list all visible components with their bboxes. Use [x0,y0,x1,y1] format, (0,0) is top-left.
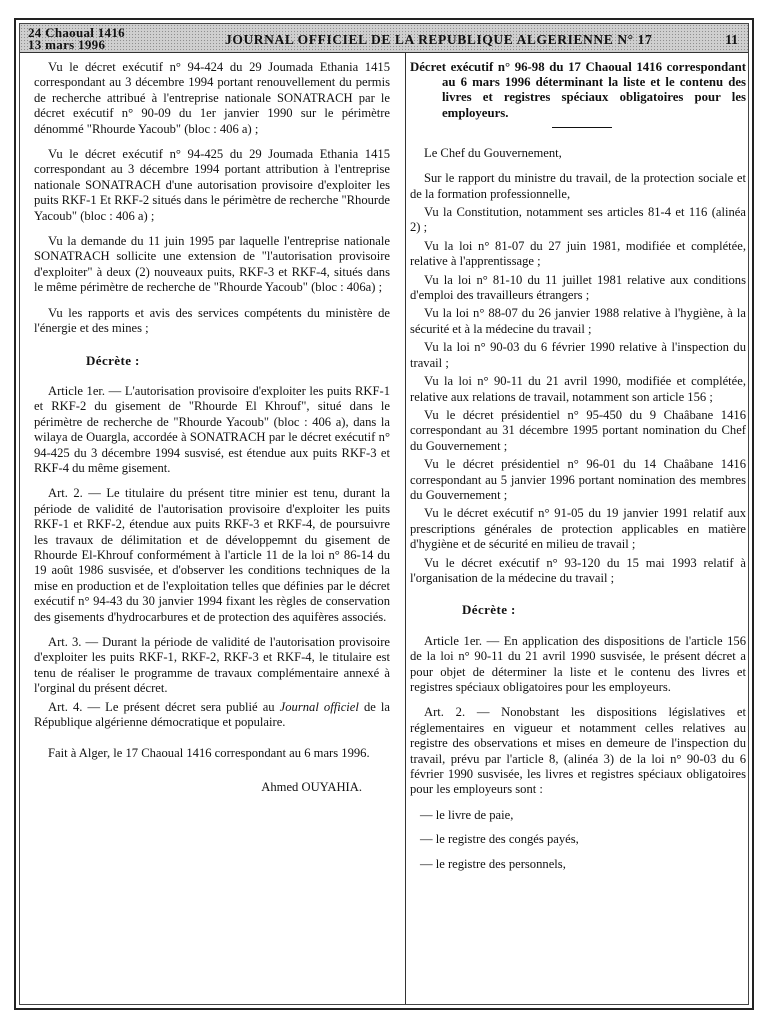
right-chef: Le Chef du Gouvernement, [424,145,562,160]
right-vu-6: Vu la loi n° 90-03 du 6 février 1990 relative à l'inspection du travail ; [410,340,746,370]
left-article-4 [34,700,390,731]
header-title: JOURNAL OFFICIEL DE LA REPUBLIQUE ALGERIENNE N° 17 [225,32,653,47]
left-vu-2: Vu le décret exécutif n° 94-425 du 29 Joumada Ethania 1415 correspondant au 3 décembre 1994 portant attribution à l'entreprise nationale SONATRACH d'une autorisation provisoire d'exploiter les puits RKF-1 Et RKF-2 situés dans le périmètre de recherche "Rhourde Yacoub" (bloc : 406 a) ; [34,147,390,223]
right-vu-2: Vu la Constitution, notamment ses articles 81-4 et 116 (alinéa 2) ; [410,205,746,235]
left-vu-4: Vu les rapports et avis des services compétents du ministère de l'énergie et des mines ; [34,305,390,336]
left-vu-3: Vu la demande du 11 juin 1995 par laquelle l'entreprise nationale SONATRACH sollicite une extension de "l'autorisation provisoire d'exploiter" à deux (2) nouveaux puits, RKF-3 et RKF-4, situés dans le même périmètre de recherche de "Rhourde Yacoub" (bloc : 406a) ; [34,234,390,295]
journal-officiel-title: Journal officiel [279,699,359,714]
right-decrete-heading: Décrète : [462,602,516,618]
page-inner-frame [19,23,749,1005]
right-vu-1: Sur le rapport du ministre du travail, de la protection sociale et de la formation professionnelle, [410,171,746,201]
right-vu-10: Vu le décret exécutif n° 91-05 du 19 janvier 1991 relatif aux prescriptions générales de protection applicables en matière d'hygiène et de sécurité en milieu de travail ; [410,506,746,552]
right-article-2: Art. 2. — Nonobstant les dispositions législatives et réglementaires en vigueur et notamment celles relatives au registre des observations et mises en demeure de l'inspection du travail, prévu par l'article 8, (alinéa 3) de la loi n° 90-03 du 6 février 1990 susvisée, les livres et registres spéciaux obligatoires pour les employeurs sont : [410,705,746,797]
list-item: — le registre des congés payés, [420,832,579,847]
right-article-1: Article 1er. — En application des dispositions de l'article 156 de la loi n° 90-11 du 21 avril 1990 susvisée, le présent décret a pour objet de déterminer la liste et le contenu des livres et registres spéciaux obligatoires pour les employeurs. [410,633,746,694]
page-frame [14,18,754,1010]
list-item: — le registre des personnels, [420,856,566,871]
right-vu-3: Vu la loi n° 81-07 du 27 juin 1981, modifiée et complétée, relative à l'apprentissage ; [410,238,746,269]
page-number: 11 [725,32,738,47]
column-divider [405,52,406,1004]
right-vu-8: Vu le décret présidentiel n° 95-450 du 9 Chaâbane 1416 correspondant au 31 décembre 1995 portant nomination du Chef du Gouvernement ; [410,407,746,453]
header-date-gregorian: 13 mars 1996 [28,37,106,52]
right-vu-4: Vu la loi n° 81-10 du 11 juillet 1981 relative aux conditions d'emploi des travailleurs étrangers ; [410,272,746,303]
left-article-3: Art. 3. — Durant la période de validité de l'autorisation provisoire d'exploiter les puits RKF-1, RKF-2, RKF-3 et RKF-4, le titulaire est tenu de réaliser le programme de travaux complémentaire annexé à l'orginal du présent décret. [34,635,390,696]
left-decrete-heading: Décrète : [86,352,140,368]
right-vu-7: Vu la loi n° 90-11 du 21 avril 1990, modifiée et complétée, relative aux relations de travail, notamment son article 156 ; [410,374,746,404]
left-signature: Ahmed OUYAHIA. [261,779,362,794]
right-vu-9: Vu le décret présidentiel n° 96-01 du 14 Chaâbane 1416 correspondant au 5 janvier 1996 portant nomination des membres du Gouvernement ; [410,457,746,502]
header-date-hijri: 24 Chaoual 1416 [28,25,125,40]
left-article-1: Article 1er. — L'autorisation provisoire d'exploiter les puits RKF-1 et RKF-2 du gisement de "Rhourde El Khrouf", situé dans le périmètre de recherche de "Rhourde Yacoub" (bloc : 406 a), dans la wilaya de Ouargla, accordée à SONATRACH par le décret exécutif n° 94-425 du 3 décembre 1994 susvisé, est étendue aux puits RKF-3 et RKF-4 du même gisement. [34,383,390,475]
header-date [28,27,125,51]
left-article-2: Art. 2. — Le titulaire du présent titre minier est tenu, durant la période de validité de l'autorisation provisoire d'exploiter les puits RKF-1 et RKF-2, étendue aux puits RKF-3 et RKF-4, de poursuivre les travaux de délimitation et de développemnt du gisement de Rhourde El-Khrouf conformément à l'article 11 de la loi n° 86-14 du 19 août 1986 susvisée, et d'observer les conditions techniques de la mise en production et de l'exploitation telles que définies par le décret exécutif n° 94-43 du 30 janvier 1994 fixant les règles de conservation des gisements d'hydrocarbures et de protection des aquifères associés. [34,486,390,624]
list-item: — le livre de paie, [420,807,514,822]
left-vu-1: Vu le décret exécutif n° 94-424 du 29 Joumada Ethania 1415 correspondant au 3 décembre 1994 portant renouvellement du permis de recherche attribué à l'entreprise nationale SONATRACH par le décret exécutif n° 90-09 du 1er janvier 1990 sur le périmètre dénommé "Rhourde Yacoub" (bloc : 406 a) ; [34,60,390,136]
journal-header [20,24,748,53]
decree-title: Décret exécutif n° 96-98 du 17 Chaoual 1416 correspondant au 6 mars 1996 déterminant la liste et le contenu des livres et registres spéciaux obligatoires pour les employeurs. [410,60,746,120]
right-column [410,60,746,881]
left-fait-a-alger: Fait à Alger, le 17 Chaoual 1416 correspondant au 6 mars 1996. [48,746,370,761]
left-column [34,60,390,795]
title-rule [552,127,612,128]
left-article-4-start: Art. 4. — Le présent décret sera publié au [48,699,280,714]
right-vu-5: Vu la loi n° 88-07 du 26 janvier 1988 relative à l'hygiène, à la sécurité et à la médecine du travail ; [410,306,746,336]
right-vu-11: Vu le décret exécutif n° 93-120 du 15 mai 1993 relatif à l'organisation de la médecine du travail ; [410,555,746,585]
left-article-4-end: de la République algérienne démocratique et populaire. [34,699,390,730]
